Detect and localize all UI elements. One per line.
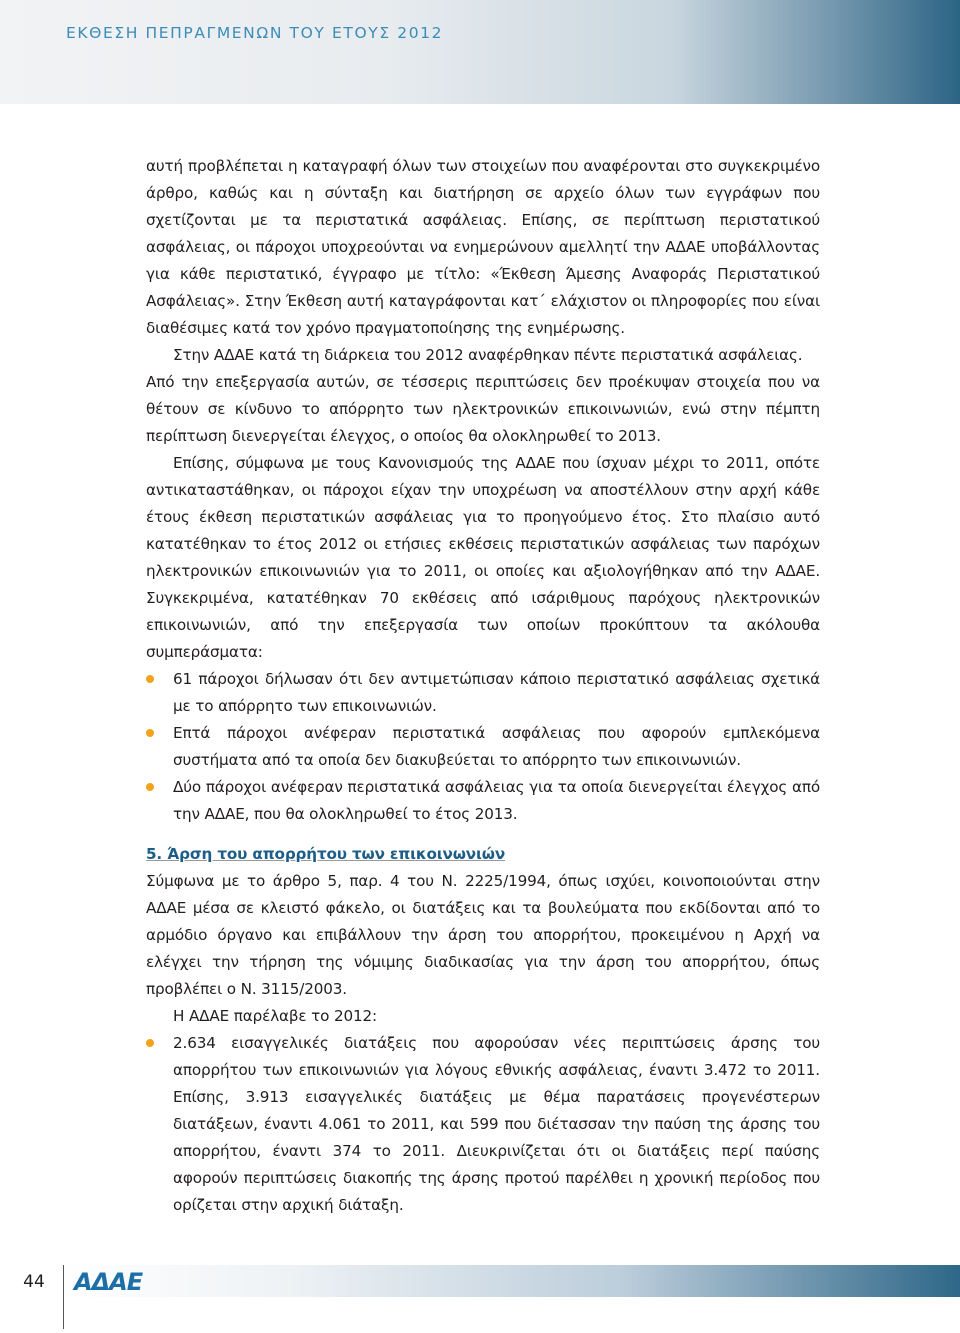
page-header [0,0,960,104]
list-item [146,720,820,774]
footer-divider [63,1265,64,1329]
bullet-icon [146,1039,154,1047]
list-item [146,774,820,828]
bullet-list [146,666,820,828]
paragraph: Από την επεξεργασία αυτών, σε τέσσερις περιπτώσεις δεν προέκυψαν στοιχεία που να θέτουν σε κίνδυνο το απόρρητο των ηλεκτρονικών επικοινωνιών, ενώ στην πέμπτη περίπτωση διενεργείται έλεγχος, ο οποίος θα ολοκληρωθεί το 2013. [146,373,820,445]
paragraph: Σύμφωνα με το άρθρο 5, παρ. 4 του Ν. 2225/1994, όπως ισχύει, κοινοποιούνται στην ΑΔΑΕ μέσα σε κλειστό φάκελο, οι διατάξεις και τα βουλεύματα που εκδίδονται από το αρμόδιο όργανο και επιβάλλουν την άρση του απορρήτου, προκειμένου η Αρχή να ελέγχει την τήρηση της νόμιμης διαδικασίας για την άρση του απορρήτου, όπως προβλέπει ο Ν. 3115/2003. [146,872,820,998]
bullet-icon [146,783,154,791]
page-content [146,153,820,1219]
adae-logo-icon [72,1268,162,1294]
paragraph: αυτή προβλέπεται η καταγραφή όλων των στοιχείων που αναφέρονται στο συγκεκριμένο άρθρο, καθώς και η σύνταξη και διατήρηση σε αρχείο όλων των εγγράφων που σχετίζονται με τα περιστατικά ασφάλειας. Επίσης, σε περίπτωση περιστατικού ασφάλειας, οι πάροχοι υποχρεούνται να ενημερώνουν αμελλητί την ΑΔΑΕ υποβάλλοντας για κάθε περιστατικό, έγγραφο με τίτλο: «Έκθεση Άμεσης Αναφοράς Περιστατικού Ασφάλειας». Στην Έκθεση αυτή καταγράφονται κατ΄ ελάχιστον οι πληροφορίες που είναι διαθέσιμες κατά τον χρόνο πραγματοποίησης της ενημέρωσης. [146,157,820,337]
list-item [146,666,820,720]
bullet-icon [146,729,154,737]
document-title: ΕΚΘΕΣΗ ΠΕΠΡΑΓΜΕΝΩΝ ΤΟΥ ΕΤΟΥΣ 2012 [66,24,444,42]
paragraph: Στην ΑΔΑΕ κατά τη διάρκεια του 2012 αναφέρθηκαν πέντε περιστατικά ασφάλειας. [173,346,803,364]
list-item [146,1030,820,1219]
list-item-text: Δύο πάροχοι ανέφεραν περιστατικά ασφάλειας για τα οποία διενεργείται έλεγχος από την ΑΔΑΕ, που θα ολοκληρωθεί το έτος 2013. [173,778,820,823]
list-item-text: 2.634 εισαγγελικές διατάξεις που αφορούσαν νέες περιπτώσεις άρσης του απορρήτου των επικοινωνιών για λόγους εθνικής ασφάλειας, έναντι 3.472 το 2011. Επίσης, 3.913 εισαγγελικές διατάξεις με θέμα παρατάσεις προγενέστερων διατάξεων, έναντι 4.061 το 2011, και 599 που διέτασσαν την παύση της άρσης του απορρήτου, έναντι 374 το 2011. Διευκρινίζεται ότι οι διατάξεις περί παύσης αφορούν περιπτώσεις διακοπής της άρσης προτού παρέλθει η χρονική περίοδος που ορίζεται στην αρχική διάταξη. [173,1034,820,1214]
bullet-list [146,1030,820,1219]
section-heading: 5. Άρση του απορρήτου των επικοινωνιών [146,845,506,863]
page-number: 44 [23,1272,45,1292]
paragraph: Η ΑΔΑΕ παρέλαβε το 2012: [173,1007,378,1025]
list-item-text: 61 πάροχοι δήλωσαν ότι δεν αντιμετώπισαν κάποιο περιστατικό ασφάλειας σχετικά με το απόρρητο των επικοινωνιών. [173,670,820,715]
logo-text: ΑΔΑΕ [74,1268,143,1294]
list-item-text: Επτά πάροχοι ανέφεραν περιστατικά ασφάλειας που αφορούν εμπλεκόμενα συστήματα από τα οποία δεν διακυβεύεται το απόρρητο των επικοινωνιών. [173,724,820,769]
paragraph: Επίσης, σύμφωνα με τους Κανονισμούς της ΑΔΑΕ που ίσχυαν μέχρι το 2011, οπότε αντικαταστάθηκαν, οι πάροχοι είχαν την υποχρέωση να αποστέλλουν στην αρχή κάθε έτους έκθεση περιστατικών ασφάλειας για το προηγούμενο έτος. Στο πλαίσιο αυτό κατατέθηκαν το έτος 2012 οι ετήσιες εκθέσεις περιστατικών ασφάλειας των παρόχων ηλεκτρονικών επικοινωνιών για το 2011, οι οποίες και αξιολογήθηκαν από την ΑΔΑΕ. Συγκεκριμένα, κατατέθηκαν 70 εκθέσεις από ισάριθμους παρόχους ηλεκτρονικών επικοινωνιών, από την επεξεργασία των οποίων προκύπτουν τα ακόλουθα συμπεράσματα: [146,454,820,661]
bullet-icon [146,675,154,683]
